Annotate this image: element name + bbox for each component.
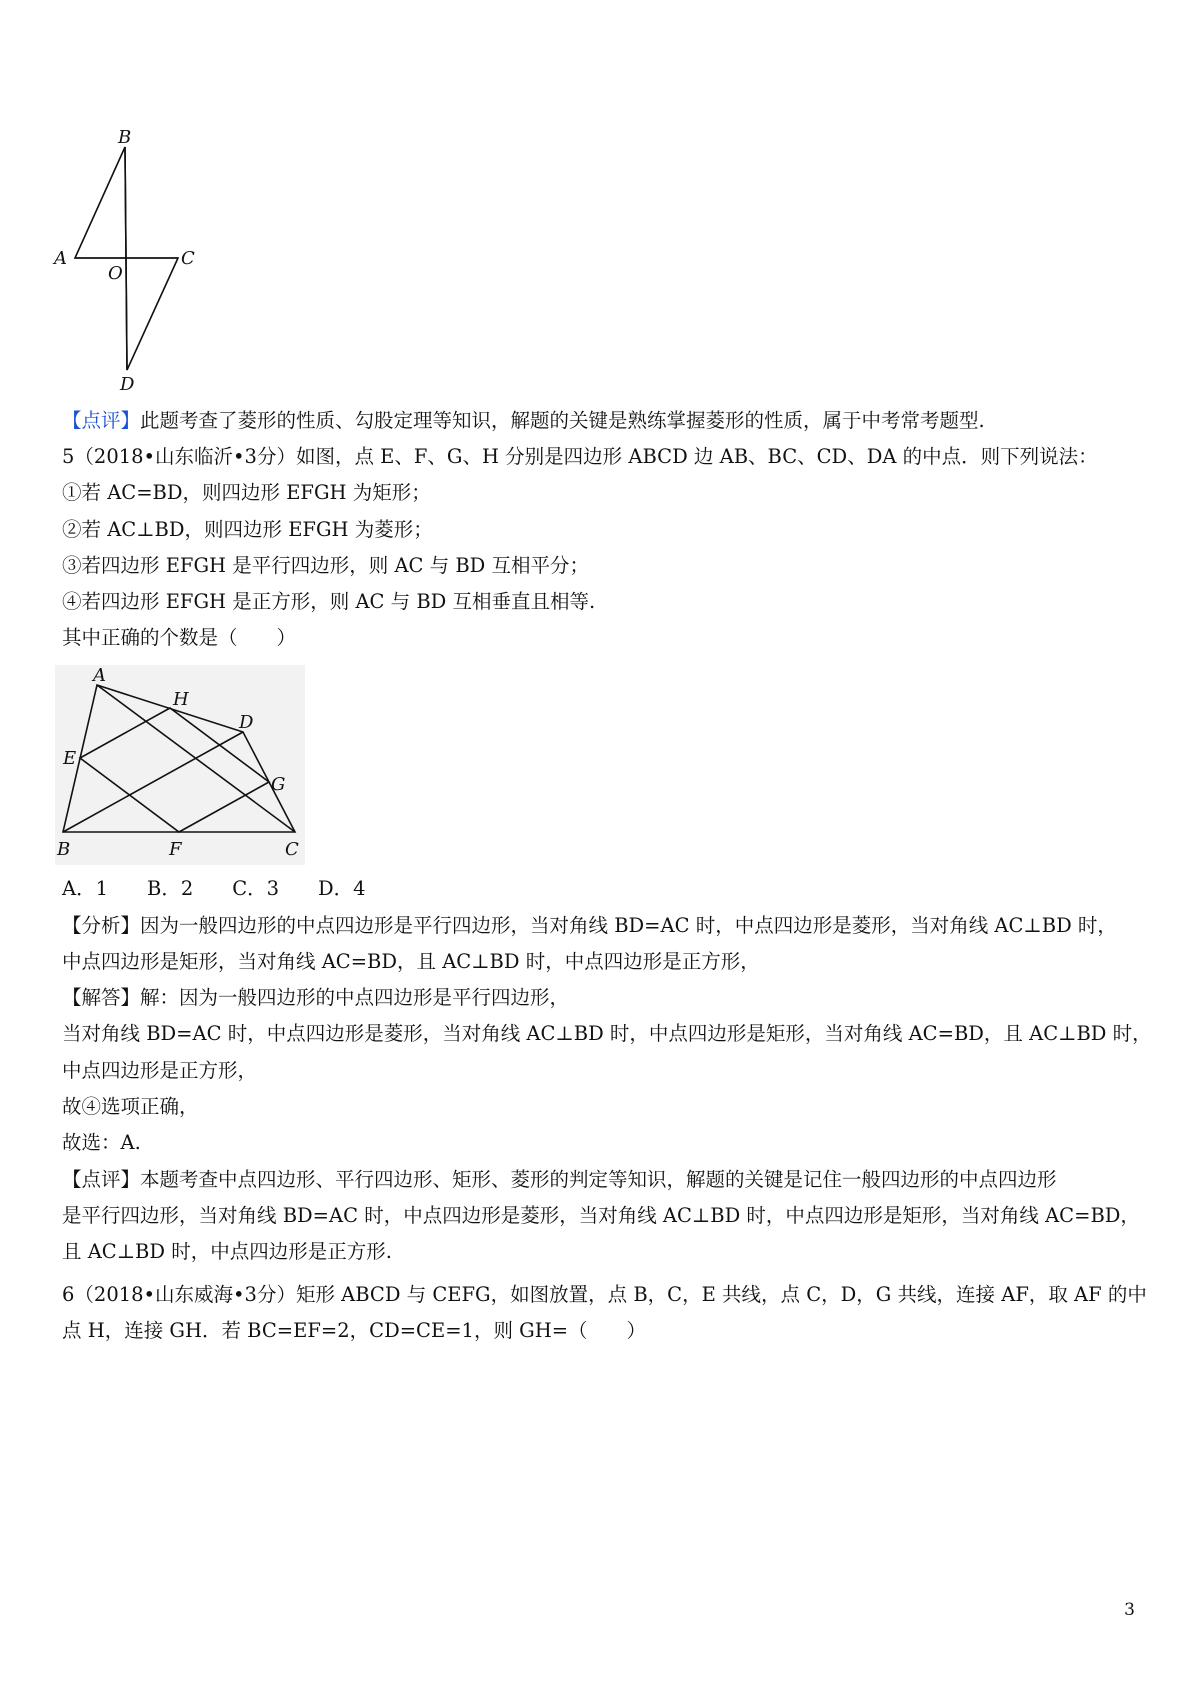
label-d: D xyxy=(120,374,135,395)
comment-1-tag: 点评 xyxy=(81,409,121,432)
page-number: 3 xyxy=(1124,1600,1135,1620)
q5-item-1: ①若 AC=BD，则四边形 EFGH 为矩形； xyxy=(62,481,431,504)
q5-comment-1: 【点评】本题考查中点四边形、平行四边形、矩形、菱形的判定等知识，解题的关键是记住一般四边形的中点四边形 xyxy=(62,1168,1057,1191)
label-a: A xyxy=(93,665,106,686)
label-g: G xyxy=(271,774,286,795)
label-d: D xyxy=(239,712,254,733)
q5-solution-1: 【解答】解：因为一般四边形的中点四边形是平行四边形， xyxy=(62,986,570,1009)
label-e: E xyxy=(63,748,77,769)
q5-stem: 5（2018•山东临沂•3分）如图，点 E、F、G、H 分别是四边形 ABCD 边 AB、BC、CD、DA 的中点．则下列说法： xyxy=(62,445,1098,468)
label-h: H xyxy=(173,689,189,710)
q6-line-2: 点 H，连接 GH．若 BC=EF=2，CD=CE=1，则 GH=（ ） xyxy=(62,1319,647,1342)
q5-options: A．1 B．2 C．3 D．4 xyxy=(62,877,366,900)
q5-solution-3: 中点四边形是正方形， xyxy=(62,1059,258,1082)
q5-solution-5: 故选：A. xyxy=(62,1131,141,1154)
label-o: O xyxy=(108,263,123,284)
q5-comment-3: 且 AC⊥BD 时，中点四边形是正方形. xyxy=(62,1240,392,1263)
comment-1-bracket-close: 】 xyxy=(120,409,141,432)
q5-analysis-2: 中点四边形是矩形，当对角线 AC=BD，且 AC⊥BD 时，中点四边形是正方形， xyxy=(62,950,760,973)
q5-item-3: ③若四边形 EFGH 是平行四边形，则 AC 与 BD 互相平分； xyxy=(62,554,590,577)
comment-1 xyxy=(62,408,985,434)
q5-solution-4: 故④选项正确， xyxy=(62,1095,199,1118)
quadrilateral-figure xyxy=(55,665,315,870)
q5-solution-2: 当对角线 BD=AC 时，中点四边形是菱形，当对角线 AC⊥BD 时，中点四边形是矩形，当对角线 AC=BD，且 AC⊥BD 时， xyxy=(62,1022,1152,1045)
comment-1-bracket-open: 【 xyxy=(62,409,82,432)
label-b: B xyxy=(57,839,71,860)
label-f: F xyxy=(169,839,182,860)
q5-item-4: ④若四边形 EFGH 是正方形，则 AC 与 BD 互相垂直且相等. xyxy=(62,590,596,613)
label-c: C xyxy=(181,248,195,269)
q5-analysis-1: 【分析】因为一般四边形的中点四边形是平行四边形，当对角线 BD=AC 时，中点四边形是菱形，当对角线 AC⊥BD 时， xyxy=(62,914,1117,937)
label-a: A xyxy=(54,248,67,269)
q5-comment-2: 是平行四边形，当对角线 BD=AC 时，中点四边形是菱形，当对角线 AC⊥BD 时，中点四边形是矩形，当对角线 AC=BD， xyxy=(62,1204,1140,1227)
label-b: B xyxy=(118,127,132,148)
q5-prompt: 其中正确的个数是（ ） xyxy=(62,626,297,649)
comment-1-text: 此题考查了菱形的性质、勾股定理等知识，解题的关键是熟练掌握菱形的性质，属于中考常考题型. xyxy=(140,409,985,432)
rhombus-figure xyxy=(50,125,210,395)
q5-item-2: ②若 AC⊥BD，则四边形 EFGH 为菱形； xyxy=(62,518,433,541)
q6-line-1: 6（2018•山东威海•3分）矩形 ABCD 与 CEFG，如图放置，点 B，C，E 共线，点 C，D，G 共线，连接 AF，取 AF 的中 xyxy=(62,1283,1147,1306)
label-c: C xyxy=(285,839,299,860)
